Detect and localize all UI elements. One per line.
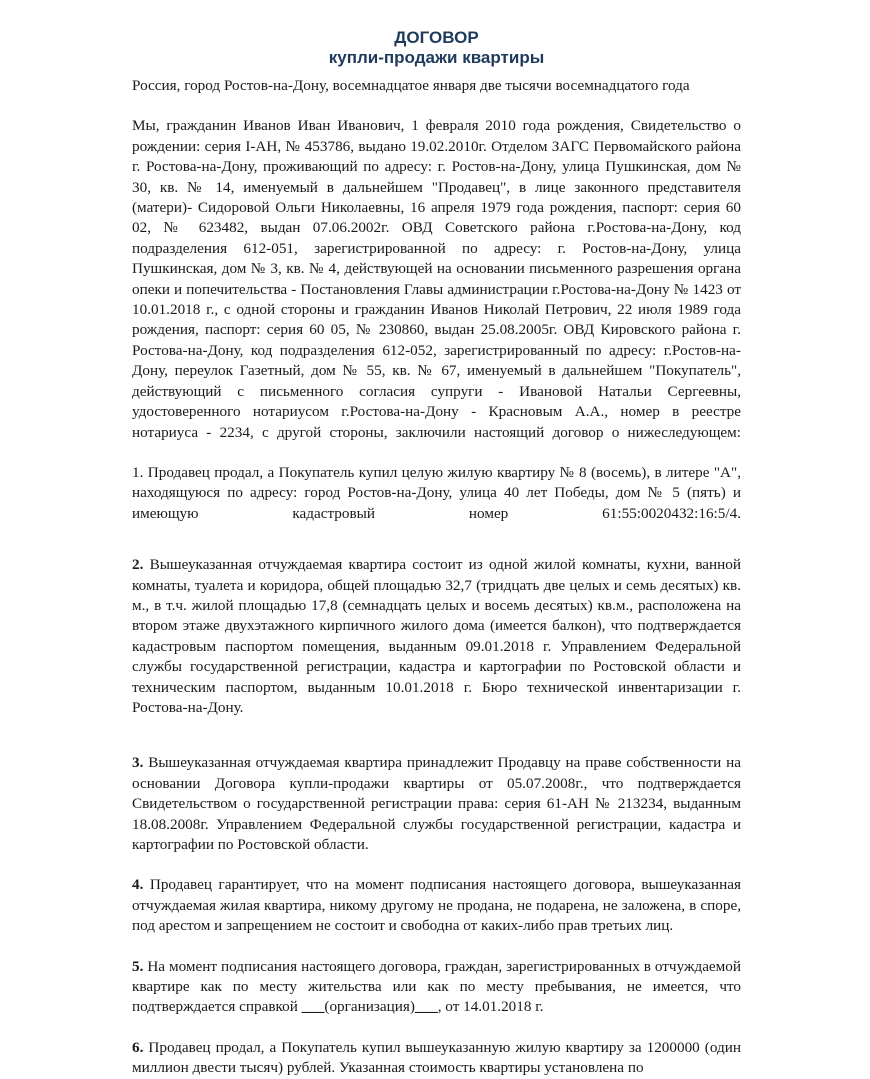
clause-number: 4. — [132, 876, 144, 894]
clause-text: Продавец продал, а Покупатель купил вышеуказанную жилую квартиру за 1200000 (один миллион двести тысяч) рублей. Указанная стоимость квартиры установлена по — [132, 1038, 741, 1077]
document-title: ДОГОВОР — [394, 28, 479, 47]
organization-placeholder: (организация) — [324, 998, 415, 1016]
clause-1 — [132, 463, 741, 524]
clause-text: Вышеуказанная отчуждаемая квартира принадлежит Продавцу на праве собственности на основании Договора купли-продажи квартиры от 05.07.2008г., что подтверждается Свидетельством о государственной регистрации права: серия 61-АН № 213234, выданным 18.08.2008г. Управлением Федеральной службы государственной регистрации, кадастра и картографии по Ростовской области. — [132, 754, 741, 853]
clause-text: Продавец гарантирует, что на момент подписания настоящего договора, вышеуказанная отчуждаемая жилая квартира, никому другому не продана, не подарена, не заложена, в споре, под арестом и запрещением не состоит и свободна от каких-либо прав третьих лиц. — [132, 876, 742, 935]
clause-text: Продавец продал, а Покупатель купил целую жилую квартиру № 8 (восемь), в литере "А", находящуюся по адресу: город Ростов-на-Дону, улица 40 лет Победы, дом № 5 (пять) и имеющую кадастровый номер 61:55:0020432:16:5/4. — [132, 463, 742, 522]
clause-number: 3. — [132, 754, 144, 772]
clause-4 — [132, 875, 741, 936]
contract-document — [132, 28, 741, 1079]
blank-line: ___ — [301, 998, 325, 1016]
blank-line: ___ — [414, 998, 438, 1016]
clause-3 — [132, 753, 741, 855]
clause-number: 6. — [132, 1038, 144, 1056]
clause-number: 1. — [132, 463, 144, 481]
clause-text: На момент подписания настоящего договора, граждан, зарегистрированных в отчуждаемой квартире как по месту жительства или как по месту пребывания, не имеется, что подтверждается справкой — [132, 957, 742, 1016]
clause-5 — [132, 957, 741, 1018]
clause-text: Вышеуказанная отчуждаемая квартира состоит из одной жилой комнаты, кухни, ванной комнаты, туалета и коридора, общей площадью 32,7 (тридцать две целых и семь десятых) кв. м., в т.ч. жилой площадью 17,8 (семнадцать целых и восемь десятых) кв.м., расположена на втором этаже двухэтажного кирпичного жилого дома (имеется балкон), что подтверждается кадастровым паспортом помещения, выданным 09.01.2018 г. Управлением Федеральной службы государственной регистрации, кадастра и картографии по Ростовской области и техническим паспортом, выданным 10.01.2018 г. Бюро технической инвентаризации г. Ростова-на-Дону. — [132, 556, 742, 716]
document-subtitle: купли-продажи квартиры — [328, 48, 545, 67]
clause-text-end: , от 14.01.2018 г. — [437, 998, 544, 1016]
clause-number: 5. — [132, 957, 144, 975]
preamble: Мы, гражданин Иванов Иван Иванович, 1 февраля 2010 года рождения, Свидетельство о рождении: серия I-АН, № 453786, выдано 19.02.2010г. Отделом ЗАГС Первомайского района г. Ростова-на-Дону, проживающий по адресу: г. Ростов-на-Дону, улица Пушкинская, дом № 30, кв. № 14, именуемый в дальнейшем "Продавец", в лице законного представителя (матери)- Сидоровой Ольги Николаевны, 16 апреля 1979 года рождения, паспорт: серия 60 02, № 623482, выдан 07.06.2002г. ОВД Советского района г.Ростова-на-Дону, код подразделения 612-051, зарегистрированной по адресу: г. Ростов-на-Дону, улица Пушкинская, дом № 3, кв. № 4, действующей на основании письменного разрешения органа опеки и попечительства - Постановления Главы администрации г.Ростова-на-Дону № 1423 от 10.01.2018 г., с одной стороны и гражданин Иванов Николай Петрович, 22 июля 1989 года рождения, паспорт: серия 60 05, № 230860, выдан 25.08.2005г. ОВД Кировского района г. Ростова-на-Дону, код подразделения 612-052, зарегистрированный по адресу: г.Ростов-на-Дону, переулок Газетный, дом № 55, кв. № 67, именуемый в дальнейшем "Покупатель", действующий с письменного согласия супруги - Ивановой Натальи Сергеевны, удостоверенного нотариусом г.Ростова-на-Дону - Красновым А.А., номер в реестре нотариуса - 2234, с другой стороны, заключили настоящий договор о нижеследующем: — [132, 117, 741, 441]
place-date: Россия, город Ростов-на-Дону, восемнадцатое января две тысячи восемнадцатого года — [132, 77, 690, 94]
clause-number: 2. — [132, 556, 144, 574]
clause-2 — [132, 555, 741, 718]
clause-6 — [132, 1038, 741, 1079]
